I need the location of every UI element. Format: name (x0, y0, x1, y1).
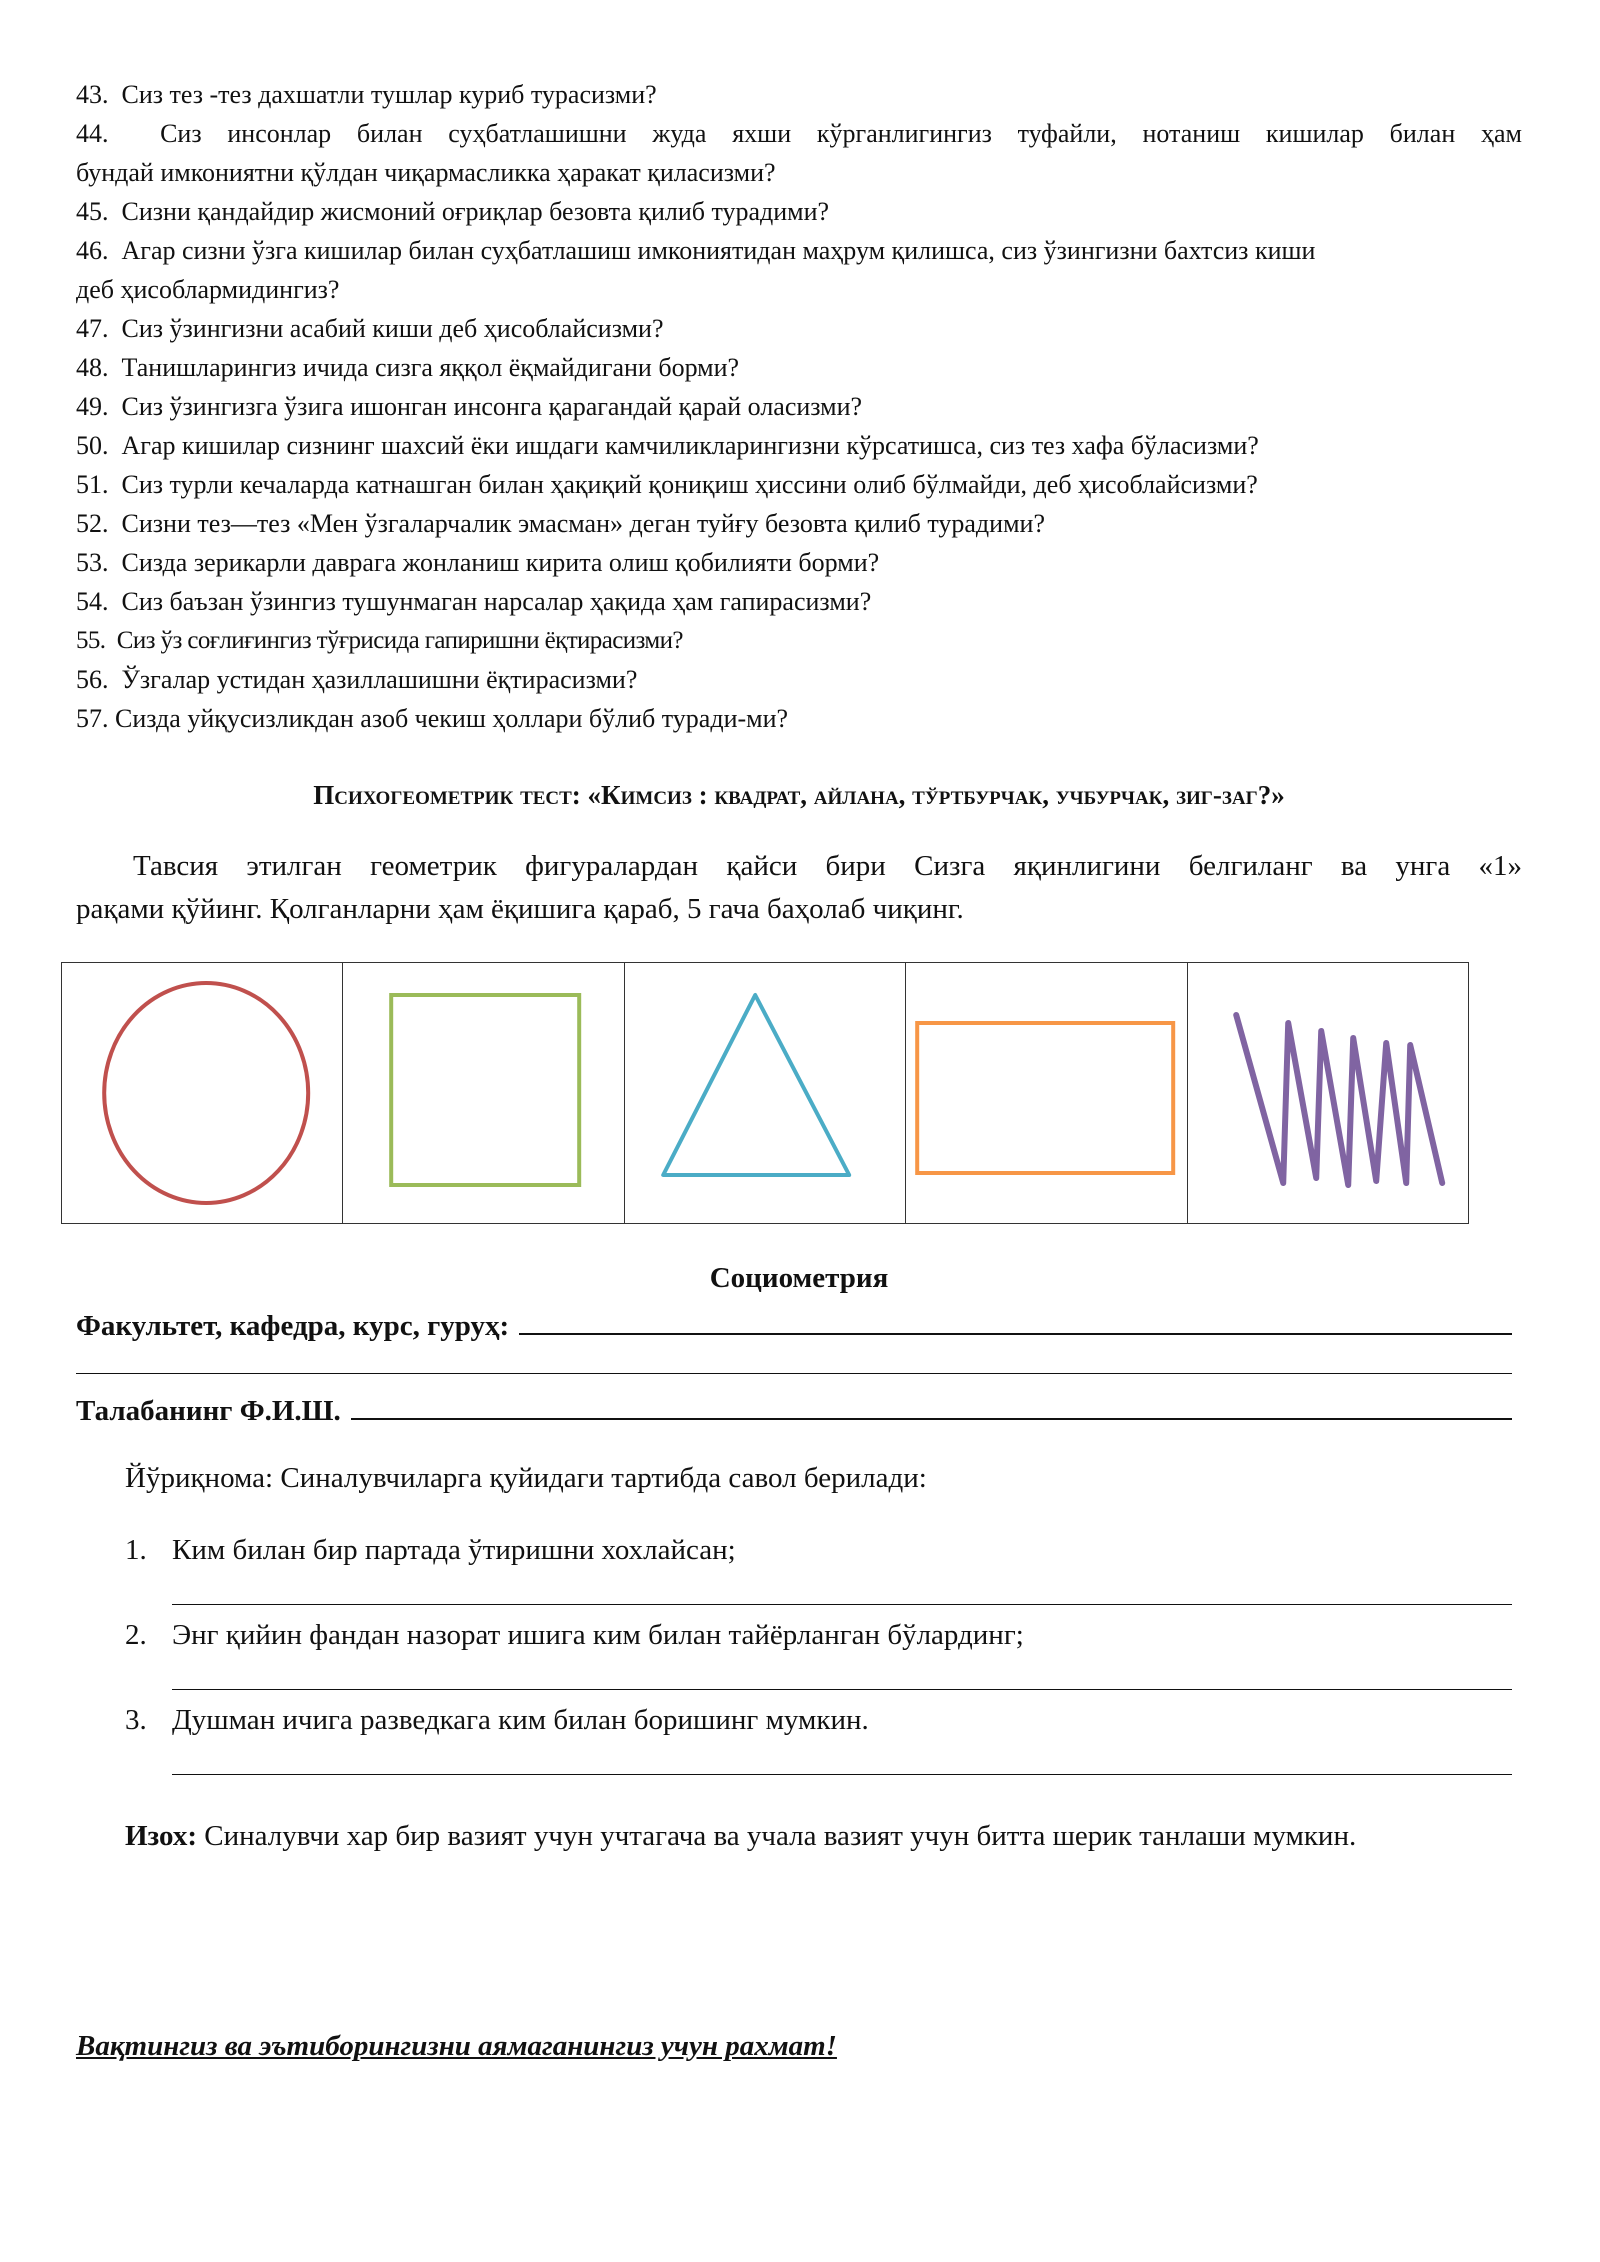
sociometry-item-1-text: Ким билан бир партада ўтиришни хохлайсан; (172, 1534, 736, 1566)
question-48: 48. Танишларингиз ичида сизга яққол ёқмайдигани борми? (76, 353, 740, 382)
question-47: 47. Сиз ўзингизни асабий киши деб ҳисоблайсизми? (76, 314, 664, 343)
sociometry-item-3-num: 3. (125, 1704, 147, 1736)
question-52: 52. Сизни тез—тез «Мен ўзгаларчалик эмасман» деган туйғу безовта қилиб турадими? (76, 509, 1045, 538)
student-field (76, 1388, 1512, 1428)
rectangle-figure (906, 963, 1186, 1223)
closing-thanks: Вақтингиз ва эътиборингизни аямаганингиз учун рахмат! (76, 2030, 837, 2062)
note-text: Синалувчи хар бир вазият учун учтагача ва учала вазият учун битта шерик танлаши мумкин. (196, 1820, 1357, 1852)
figure-cell-circle (62, 963, 343, 1224)
question-46-line1: 46. Агар сизни ўзга кишилар билан суҳбатлашиш имкониятидан маҳрум қилишса, сиз ўзингизни бахтсиз киши (76, 236, 1316, 265)
intro-line-1: Тавсия этилган геометрик фигуралардан қайси бири Сизга яқинлигини белгиланг ва унга «1» (133, 850, 1522, 882)
faculty-input-line[interactable] (519, 1303, 1512, 1335)
question-45: 45. Сизни қандайдир жисмоний оғриқлар безовта қилиб турадими? (76, 197, 830, 226)
question-44-line2: бундай имкониятни қўлдан чиқармасликка ҳаракат қиласизми? (76, 158, 776, 187)
sociometry-item-2-text: Энг қийин фандан назорат ишига ким билан тайёрланган бўлардинг; (172, 1619, 1024, 1651)
figure-cell-rectangle (906, 963, 1187, 1224)
sociometry-item-2-num: 2. (125, 1619, 147, 1651)
note (125, 1816, 1356, 1856)
question-54: 54. Сиз баъзан ўзингиз тушунмаган нарсалар ҳақида ҳам гапирасизми? (76, 587, 872, 616)
question-43: 43. Сиз тез -тез дахшатли тушлар куриб турасизми? (76, 80, 657, 109)
faculty-field (76, 1303, 1512, 1343)
question-50: 50. Агар кишилар сизнинг шахсий ёки ишдаги камчиликларингизни кўрсатишса, сиз тез хафа бўласизми? (76, 431, 1259, 460)
triangle-figure (625, 963, 905, 1223)
psychogeometric-title: Психогеометрик тест: «Кимсиз : квадрат, айлана, тўртбурчак, учбурчак, зиг-заг?» (313, 780, 1285, 810)
sociometry-item-3-text: Душман ичига разведкага ким билан боришинг мумкин. (172, 1704, 869, 1736)
sociometry-title: Социометрия (709, 1262, 889, 1294)
question-57: 57. Сизда уйқусизликдан азоб чекиш ҳоллари бўлиб туради-ми? (76, 704, 789, 733)
question-46-line2: деб ҳисоблармидингиз? (76, 275, 340, 304)
answer-line-1[interactable] (172, 1604, 1512, 1605)
question-55: 55. Сиз ўз соғлиғингиз тўғрисида гапиришни ёқтирасизми? (76, 627, 683, 654)
student-label: Талабанинг Ф.И.Ш. (76, 1395, 341, 1427)
faculty-label: Факультет, кафедра, курс, гуруҳ: (76, 1310, 510, 1342)
answer-line-3[interactable] (172, 1774, 1512, 1775)
question-51: 51. Сиз турли кечаларда катнашган билан ҳақиқий қониқиш ҳиссини олиб бўлмайди, деб ҳисоблайсизми? (76, 470, 1258, 499)
square-figure (343, 963, 623, 1223)
faculty-input-line-2[interactable] (76, 1373, 1512, 1374)
instruction-text: Йўриқнома: Синалувчиларга қуйидаги тартибда савол берилади: (125, 1462, 927, 1494)
note-label: Изох: (125, 1820, 197, 1852)
question-53: 53. Сизда зерикарли даврага жонланиш кирита олиш қобилияти борми? (76, 548, 880, 577)
figure-cell-triangle (624, 963, 905, 1224)
question-56: 56. Ўзгалар устидан ҳазиллашишни ёқтирасизми? (76, 665, 638, 694)
sociometry-item-1-num: 1. (125, 1534, 147, 1566)
psychogeometric-intro (76, 845, 1522, 931)
answer-line-2[interactable] (172, 1689, 1512, 1690)
zigzag-figure (1188, 963, 1468, 1223)
intro-line-2: рақами қўйинг. Қолганларни ҳам ёқишига қараб, 5 гача баҳолаб чиқинг. (76, 893, 964, 925)
question-44-line1: 44. Сиз инсонлар билан суҳбатлашишни жуда яхши кўрганлигингиз туфайли, нотаниш кишилар билан ҳам (76, 119, 1523, 148)
question-49: 49. Сиз ўзингизга ўзига ишонган инсонга қарагандай қарай оласизми? (76, 392, 863, 421)
figure-cell-zigzag (1187, 963, 1468, 1224)
student-input-line[interactable] (351, 1388, 1512, 1420)
figure-cell-square (343, 963, 624, 1224)
circle-figure (62, 963, 342, 1223)
figures-table (61, 962, 1469, 1224)
